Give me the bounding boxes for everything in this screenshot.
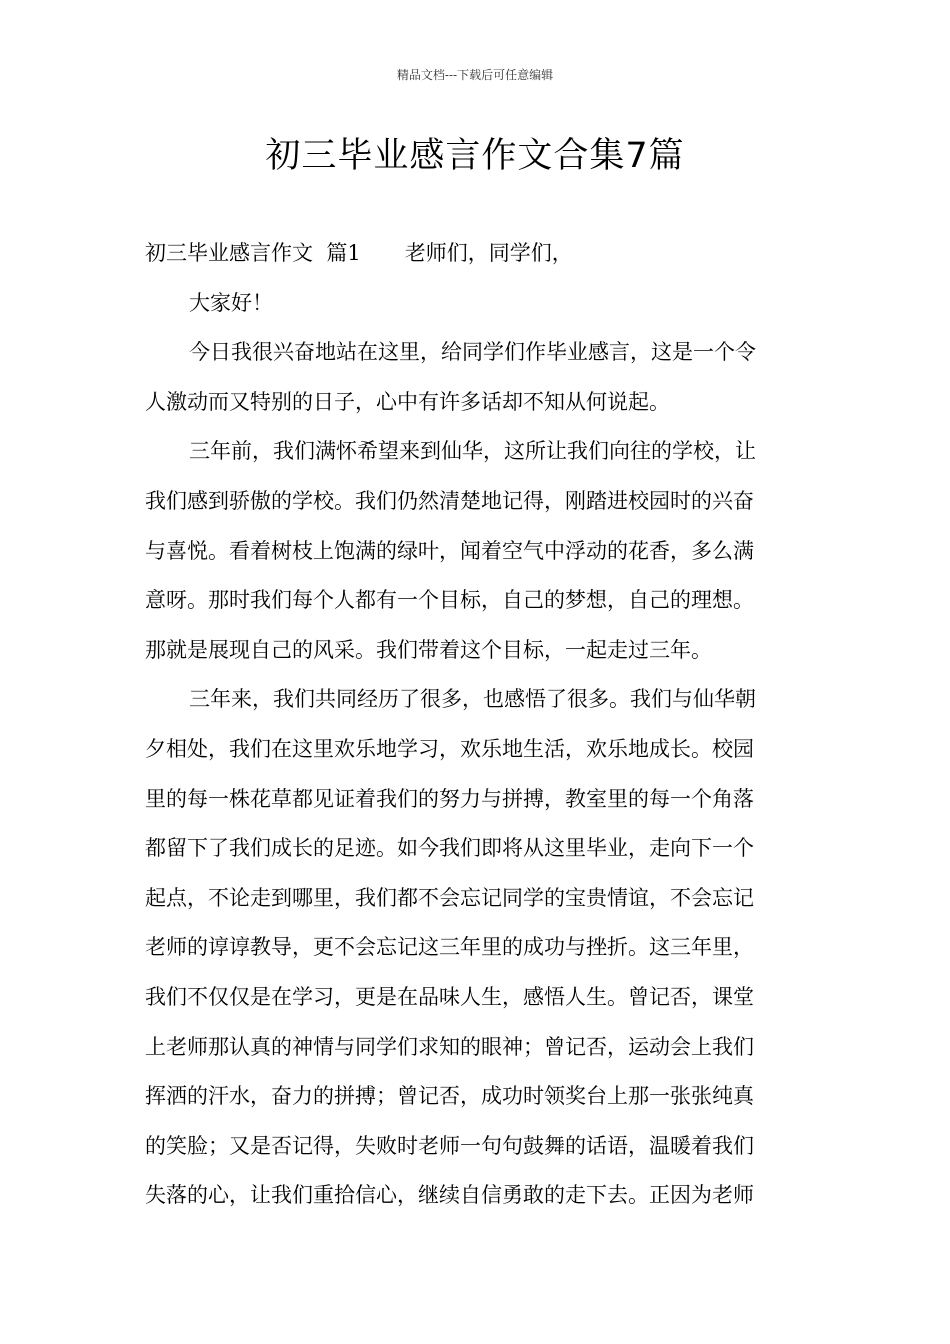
text-line: 三年来，我们共同经历了很多，也感悟了很多。我们与仙华朝	[189, 687, 756, 712]
greeting-line: 老师们，同学们，	[404, 241, 573, 265]
text-line: 意呀。那时我们每个人都有一个目标，自己的梦想，自己的理想。	[145, 588, 754, 613]
text-line: 大家好！	[189, 290, 273, 315]
text-line: 夕相处，我们在这里欢乐地学习，欢乐地生活，欢乐地成长。校园	[145, 736, 754, 761]
text-line: 老师的谆谆教导，更不会忘记这三年里的成功与挫折。这三年里，	[145, 935, 754, 960]
text-line: 的笑脸；又是否记得，失败时老师一句句鼓舞的话语，温暖着我们	[145, 1133, 754, 1158]
text-line: 起点，不论走到哪里，我们都不会忘记同学的宝贵情谊，不会忘记	[145, 885, 754, 910]
text-line: 今日我很兴奋地站在这里，给同学们作毕业感言，这是一个令	[189, 340, 756, 365]
text-line: 里的每一株花草都见证着我们的努力与拼搏，教室里的每一个角落	[145, 786, 754, 811]
section-heading: 初三毕业感言作文 篇1	[145, 241, 361, 265]
document-body	[145, 229, 810, 1221]
text-line: 失落的心，让我们重拾信心，继续自信勇敢的走下去。正因为老师	[145, 1183, 754, 1208]
text-line: 我们感到骄傲的学校。我们仍然清楚地记得，刚踏进校园时的兴奋	[145, 488, 754, 513]
first-line	[145, 229, 810, 279]
text-line: 挥洒的汗水，奋力的拼搏；曾记否，成功时领奖台上那一张张纯真	[145, 1084, 754, 1109]
page-header: 精品文档---下载后可任意编辑	[396, 68, 554, 82]
text-line: 我们不仅仅是在学习，更是在品味人生，感悟人生。曾记否，课堂	[145, 984, 754, 1009]
paragraph-lines	[145, 279, 810, 1221]
text-line: 那就是展现自己的风采。我们带着这个目标，一起走过三年。	[145, 637, 712, 662]
document-title: 初三毕业感言作文合集7篇	[265, 136, 685, 176]
text-line: 都留下了我们成长的足迹。如今我们即将从这里毕业，走向下一个	[145, 836, 754, 861]
text-line: 与喜悦。看着树枝上饱满的绿叶，闻着空气中浮动的花香，多么满	[145, 538, 754, 563]
text-line: 上老师那认真的神情与同学们求知的眼神；曾记否，运动会上我们	[145, 1034, 754, 1059]
text-line: 三年前，我们满怀希望来到仙华，这所让我们向往的学校，让	[189, 439, 756, 464]
text-line: 人激动而又特别的日子，心中有许多话却不知从何说起。	[145, 389, 670, 414]
